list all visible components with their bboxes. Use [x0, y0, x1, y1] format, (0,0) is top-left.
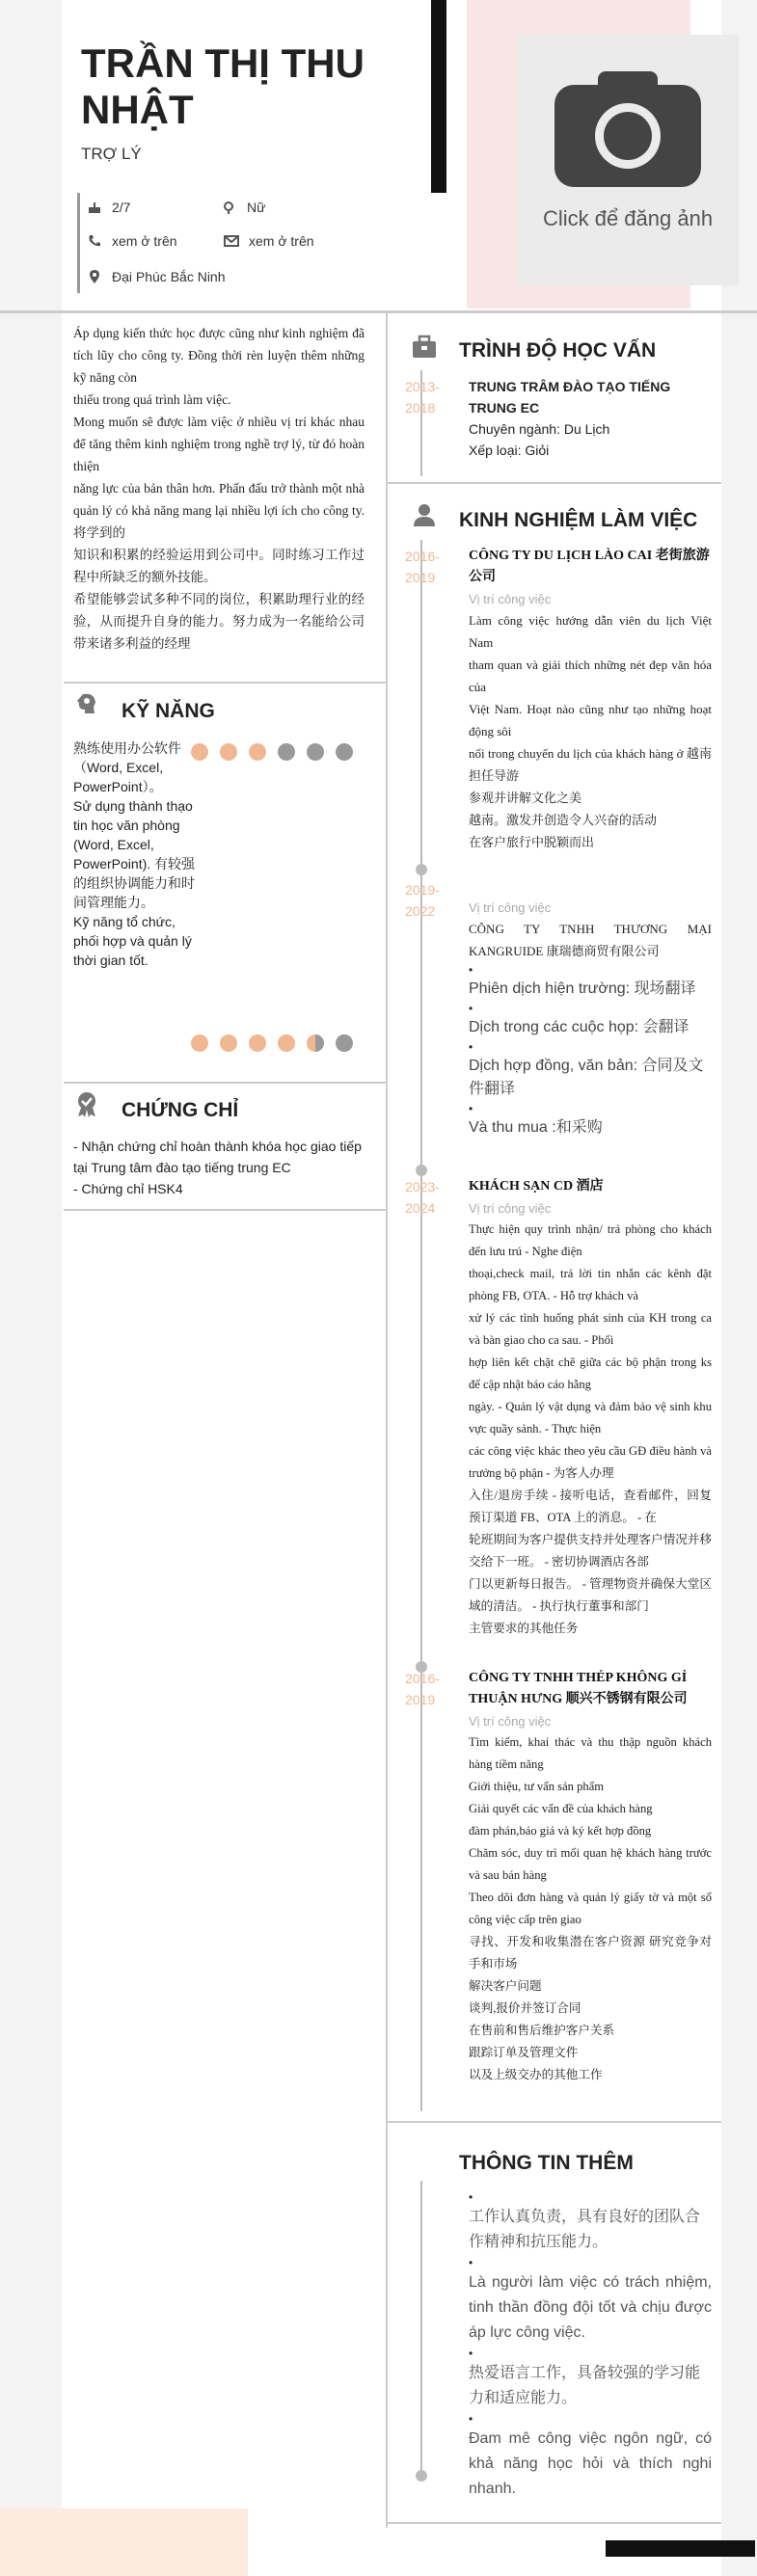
- job-3-company: KHÁCH SẠN CD 酒店: [469, 1179, 604, 1194]
- skills-text[interactable]: 熟练使用办公软件（Word, Excel, PowerPoint）。 Sử dụng thành thạo tin học văn phòng (Word, Excel, PowerPoint). 有较强的组织协调能力和时间管理能力。 Kỹ năng tổ chức, phối hợp và quản lý thời gian tốt.: [73, 740, 196, 968]
- job-4-position: Vị trí công việc: [469, 1714, 552, 1729]
- bullet: •: [469, 2412, 473, 2426]
- additional-info-title[interactable]: THÔNG TIN THÊM: [459, 2152, 634, 2174]
- education-entry[interactable]: [469, 376, 714, 461]
- job-3-position: Vị trí công việc: [469, 1201, 552, 1216]
- job-1-company: CÔNG TY DU LỊCH LÀO CAI 老街旅游公司: [469, 549, 710, 584]
- decor-bottom-bar: [606, 2540, 755, 2557]
- additional-item-3: 热爱语言工作，具备较强的学习能力和适应能力。: [469, 2365, 701, 2406]
- gender-value: Nữ: [247, 200, 266, 215]
- photo-upload[interactable]: [517, 35, 739, 285]
- right-rail: [721, 0, 757, 2576]
- certificates-end-divider: [64, 1209, 386, 1211]
- experience-timeline: [420, 540, 422, 2111]
- additional-item-4: Đam mê công việc ngôn ngữ, có khả năng học hỏi và thích nghi nhanh.: [469, 2430, 712, 2497]
- education-school: TRUNG TRÂM ĐÀO TẠO TIẾNG TRUNG EC: [469, 379, 671, 416]
- job-2-duty-2: Dịch trong các cuộc họp: 会翻译: [469, 1019, 689, 1035]
- education-divider: [386, 482, 721, 484]
- timeline-dot: [416, 1165, 427, 1176]
- additional-timeline: [420, 2181, 422, 2470]
- job-1-description: Làm công việc hướng dẫn viên du lịch Việt Nam tham quan và giải thích những nét đẹp văn hóa của Việt Nam. Hoạt nào cũng như tạo những hoạt động sôi nổi trong chuyến du lịch của khách hàng ở 越南担任导游 参观并讲解文化之美 越南。激发并创造令人兴奋的活动 在客户旅行中脱颖而出: [469, 613, 712, 849]
- rating-dot: [249, 1034, 266, 1052]
- location-icon: [87, 269, 102, 284]
- additional-item-2: Là người làm việc có trách nhiệm, tinh thần đồng đội tốt và chịu được áp lực công việc.: [469, 2274, 712, 2341]
- timeline-dot: [416, 864, 427, 875]
- column-divider: [386, 310, 388, 2528]
- header-divider: [0, 310, 757, 313]
- candidate-role[interactable]: TRỢ LÝ: [81, 145, 142, 163]
- education-major: Chuyên ngành: Du Lịch: [469, 421, 610, 437]
- skills-icon: [73, 690, 100, 717]
- decor-black-bar: [431, 0, 446, 193]
- left-rail: [0, 0, 62, 2576]
- timeline-dot: [416, 2470, 427, 2482]
- rating-dot: [249, 743, 266, 761]
- bullet: •: [469, 1002, 473, 1015]
- email-value: xem ở trên: [249, 233, 314, 249]
- certificates-divider: [64, 1082, 386, 1084]
- education-years[interactable]: 2013- 2018: [405, 379, 440, 416]
- job-4-years[interactable]: 2016- 2019: [405, 1671, 440, 1707]
- rating-dot: [336, 743, 353, 761]
- bullet: •: [469, 2347, 473, 2360]
- job-1[interactable]: [469, 546, 712, 853]
- rating-dot: [191, 743, 208, 761]
- rating-dot: [220, 1034, 237, 1052]
- bullet: •: [469, 963, 473, 977]
- phone-value: xem ở trên: [112, 233, 177, 249]
- additional-divider: [386, 2522, 721, 2524]
- rating-dot: [307, 743, 324, 761]
- bullet: •: [469, 2256, 473, 2269]
- person-icon: [411, 501, 438, 528]
- education-grade: Xếp loại: Giỏi: [469, 443, 550, 458]
- job-1-years[interactable]: 2016- 2019: [405, 549, 440, 585]
- job-4-company: CÔNG TY TNHH THÉP KHÔNG GỈ THUẬN HƯNG 顺兴不锈钢有限公司: [469, 1671, 688, 1706]
- info-gender[interactable]: [222, 200, 265, 215]
- job-2-duty-3: Dịch hợp đồng, văn bản: 合同及文件翻译: [469, 1058, 704, 1097]
- job-2[interactable]: [469, 897, 712, 1140]
- skills-title[interactable]: KỸ NĂNG: [122, 700, 215, 722]
- job-1-position: Vị trí công việc: [469, 592, 552, 606]
- info-birthday[interactable]: [87, 200, 130, 215]
- bullet: •: [469, 1102, 473, 1115]
- skill-rating-1: [191, 743, 353, 761]
- job-3[interactable]: [469, 1176, 712, 1640]
- info-phone[interactable]: [87, 233, 177, 249]
- job-4-description: Tìm kiếm, khai thác và thu thập nguồn khách hàng tiềm năng Giới thiệu, tư vấn sản phẩm Giải quyết các vấn đề của khách hàng đàm phán,báo giá và ký kết hợp đồng Chăm sóc, duy trì mối quan hệ khách hàng trước và sau bán hàng Theo dõi đơn hàng và quản lý giấy tờ và một số công việc cấp trên giao 寻找、开发和收集潜在客户资源 研究竞争对手和市场 解决客户问题 谈判,报价并签订合同 在售前和售后维护客户关系 跟踪订单及管理文件 以及上级交办的其他工作: [469, 1735, 712, 2081]
- additional-info-list[interactable]: [469, 2189, 712, 2502]
- birthday-value: 2/7: [112, 200, 131, 215]
- education-title[interactable]: TRÌNH ĐỘ HỌC VẤN: [459, 339, 657, 362]
- address-value: Đại Phúc Bắc Ninh: [112, 269, 226, 284]
- additional-item-1: 工作认真负责，具有良好的团队合作精神和抗压能力。: [469, 2209, 701, 2250]
- briefcase-icon: [411, 334, 438, 361]
- medal-icon: [73, 1090, 100, 1117]
- job-2-duty-1: Phiên dịch hiện trường: 现场翻译: [469, 980, 696, 997]
- info-address[interactable]: [87, 269, 226, 284]
- camera-icon: [554, 71, 701, 187]
- gender-icon: [222, 200, 237, 215]
- experience-divider: [386, 2121, 721, 2123]
- bullet: •: [469, 2190, 473, 2204]
- bullet: •: [469, 1040, 473, 1054]
- job-2-duty-4: Và thu mua :和采购: [469, 1119, 603, 1136]
- rating-dot: [336, 1034, 353, 1052]
- cake-icon: [87, 200, 102, 215]
- skills-divider: [64, 682, 386, 684]
- photo-upload-label: Click để đăng ảnh: [542, 206, 714, 230]
- job-2-years[interactable]: 2019- 2022: [405, 882, 440, 919]
- phone-icon: [87, 233, 102, 249]
- rating-dot: [278, 743, 295, 761]
- rating-dot: [191, 1034, 208, 1052]
- skill-rating-2: [191, 1034, 353, 1052]
- experience-title[interactable]: KINH NGHIỆM LÀM VIỆC: [459, 509, 698, 531]
- email-icon: [224, 233, 239, 249]
- job-3-years[interactable]: 2023- 2024: [405, 1179, 440, 1216]
- decor-peach-block: [0, 2509, 248, 2576]
- career-objective[interactable]: Áp dụng kiến thức học được cũng như kinh nghiệm đã tích lũy cho công ty. Đồng thời rèn luyện thêm những kỹ năng còn thiếu trong quá trình làm việc. Mong muốn sẽ được làm việc ở nhiều vị trí khác nhau để tăng thêm kinh nghiệm trong nghề trợ lý, từ đó hoàn thiện năng lực của bản thân hơn. Phấn đấu trở thành một nhà quản lý có khả năng mang lại nhiều lợi ích cho công ty. 将学到的 知识和积累的经验运用到公司中。同时练习工作过程中所缺乏的额外技能。 希望能够尝试多种不同的岗位，积累助理行业的经验，从而提升自身的能力。努力成为一名能给公司带来诸多利益的经理: [73, 326, 365, 651]
- rating-dot: [307, 1034, 324, 1052]
- certificates-title[interactable]: CHỨNG CHỈ: [122, 1099, 239, 1121]
- info-email[interactable]: [224, 233, 314, 249]
- rating-dot: [278, 1034, 295, 1052]
- job-4[interactable]: [469, 1668, 712, 2086]
- rating-dot: [220, 743, 237, 761]
- job-2-duties: [469, 962, 712, 1140]
- job-3-description: Thực hiện quy trình nhận/ trả phòng cho khách đến lưu trú - Nghe điện thoại,check mail, trả lời tin nhắn các kênh đặt phòng FB, OTA. - Hỗ trợ khách và xử lý các tình huống phát sinh của KH trong ca và bàn giao cho ca sau. - Phối hợp liên kết chặt chẽ giữa các bộ phận trong ks để cập nhật báo cáo hằng ngày. - Quản lý vật dụng và đảm bảo vệ sinh khu vực quầy sảnh. - Thực hiện các công việc khác theo yêu cầu GĐ điều hành và trưởng bộ phận - 为客人办理 入住/退房手续 - 接听电话，查看邮件，回复预订渠道 FB、OTA 上的消息。 - 在 轮班期间为客户提供支持并处理客户情况并移交给下一班。 - 密切协调酒店各部 门以更新每日报告。 - 管理物资并确保大堂区域的清洁。 - 执行执行董事和部门 主管要求的其他任务: [469, 1222, 712, 1635]
- job-2-company: CÔNG TY TNHH THƯƠNG MẠI KANGRUIDE 康瑞德商贸有限公司: [469, 922, 712, 958]
- candidate-name[interactable]: TRẦN THỊ THU NHẬT: [81, 40, 365, 132]
- job-2-position: Vị trí công việc: [469, 900, 552, 915]
- certificates-text[interactable]: - Nhận chứng chỉ hoàn thành khóa học giao tiếp tại Trung tâm đào tạo tiếng trung EC - Chứng chỉ HSK4: [73, 1139, 362, 1196]
